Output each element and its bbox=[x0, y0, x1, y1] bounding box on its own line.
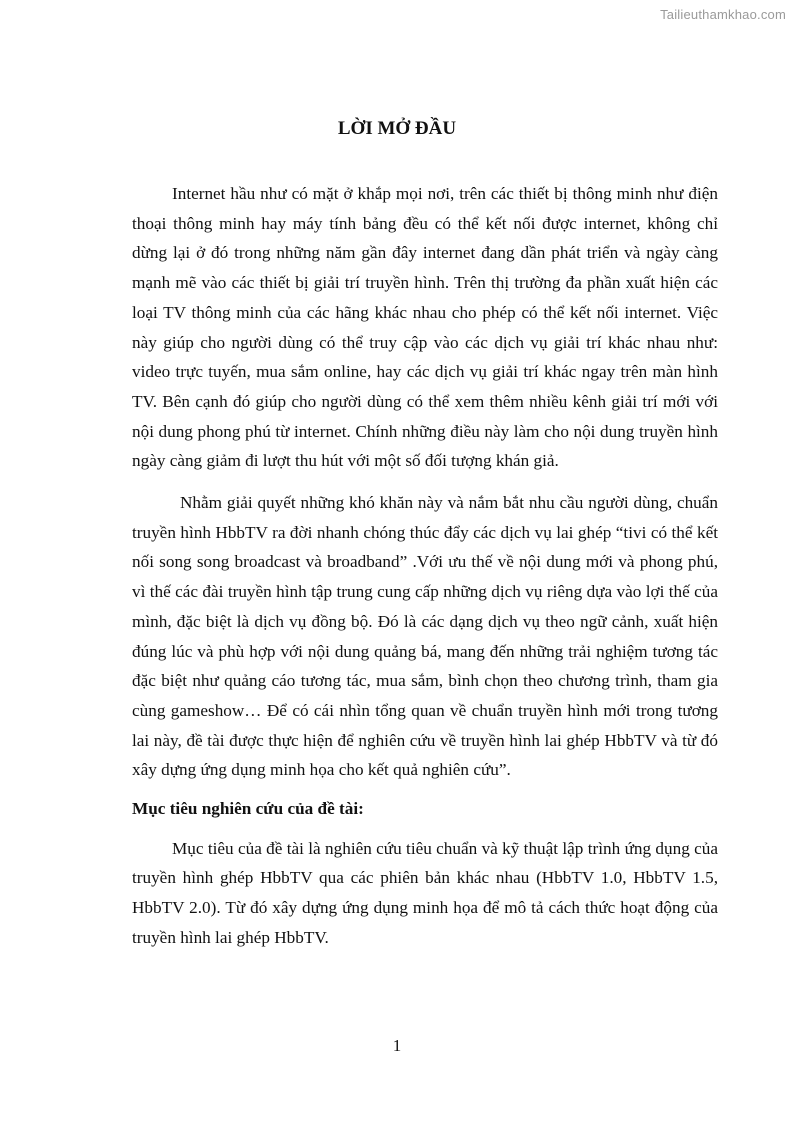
intro-paragraph-2: Nhằm giải quyết những khó khăn này và nắm bắt nhu cầu người dùng, chuẩn truyền hình HbbTV ra đời nhanh chóng thúc đẩy các dịch vụ lai ghép “tivi có thể kết nối song song broadcast và broadband” .Với ưu thế về nội dung mới và phong phú, vì thế các đài truyền hình tập trung cung cấp những dịch vụ riêng dựa vào lợi thế của mình, đặc biệt là dịch vụ đồng bộ. Đó là các dạng dịch vụ theo ngữ cảnh, xuất hiện đúng lúc và phù hợp với nội dung quảng bá, mang đến những trải nghiệm tương tác đặc biệt như quảng cáo tương tác, mua sắm, bình chọn theo chương trình, tham gia cùng gameshow… Để có cái nhìn tổng quan về chuẩn truyền hình mới trong tương lai này, đề tài được thực hiện để nghiên cứu về truyền hình lai ghép HbbTV và từ đó xây dựng ứng dụng minh họa cho kết quả nghiên cứu”. bbox=[132, 493, 718, 780]
document-body bbox=[132, 179, 718, 953]
page-title: LỜI MỞ ĐẦU bbox=[337, 118, 457, 139]
watermark: Tailieuthamkhao.com bbox=[660, 7, 786, 22]
section-heading: Mục tiêu nghiên cứu của đề tài: bbox=[132, 799, 364, 819]
section-paragraph: Mục tiêu của đề tài là nghiên cứu tiêu chuẩn và kỹ thuật lập trình ứng dụng của truyền hình ghép HbbTV qua các phiên bản khác nhau (HbbTV 1.0, HbbTV 1.5, HbbTV 2.0). Từ đó xây dựng ứng dụng minh họa để mô tả cách thức hoạt động của truyền hình lai ghép HbbTV. bbox=[132, 838, 718, 947]
page-number: 1 bbox=[392, 1036, 402, 1055]
intro-paragraph-1: Internet hầu như có mặt ở khắp mọi nơi, trên các thiết bị thông minh như điện thoại thông minh hay máy tính bảng đều có thể kết nối được internet, không chỉ dừng lại ở đó trong những năm gần đây internet đang dần phát triển và ngày càng mạnh mẽ vào các thiết bị giải trí truyền hình. Trên thị trường đa phần xuất hiện các loại TV thông minh của các hãng khác nhau cho phép có thể kết nối internet. Việc này giúp cho người dùng có thể truy cập vào các dịch vụ giải trí khác nhau như: video trực tuyến, mua sắm online, hay các dịch vụ giải trí khác ngay trên màn hình TV. Bên cạnh đó giúp cho người dùng có thể xem thêm nhiều kênh giải trí mới với nội dung phong phú từ internet. Chính những điều này làm cho nội dung truyền hình ngày càng giảm đi lượt thu hút với một số đối tượng khán giả. bbox=[132, 184, 718, 471]
